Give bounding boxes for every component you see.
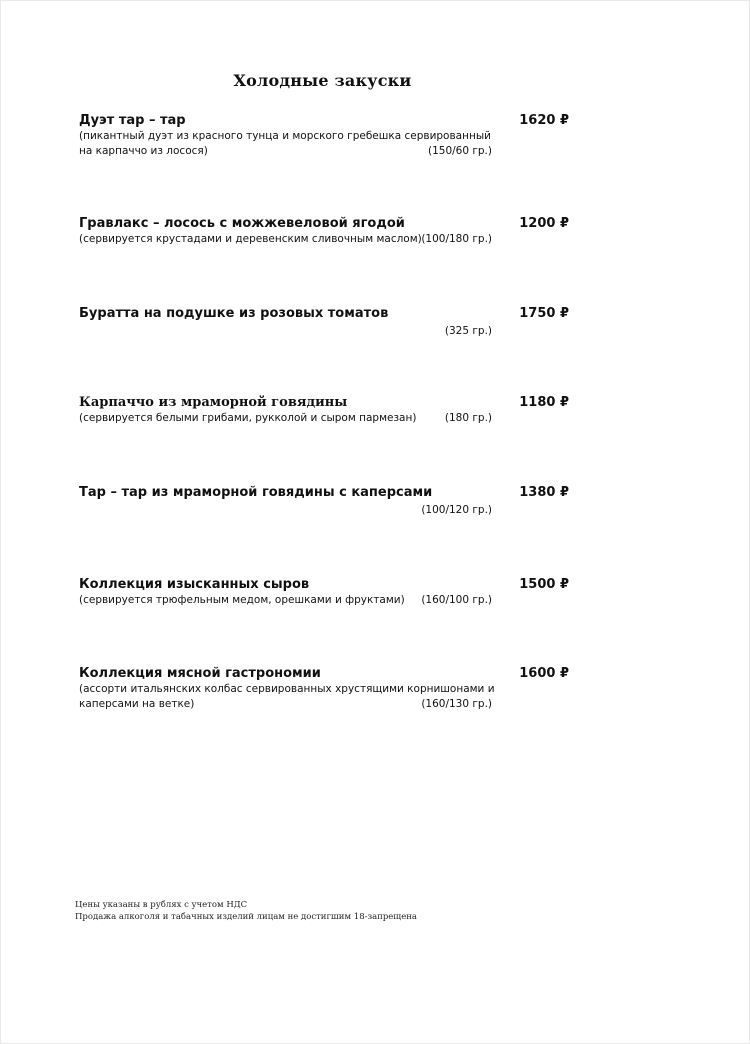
item-name: Коллекция изысканных сыров [79, 577, 310, 592]
item-name: Гравлакс – лосось с можжевеловой ягодой [79, 216, 405, 231]
menu-item [79, 666, 569, 712]
item-description-row: (сервируется белыми грибами, рукколой и сыром пармезан) (180 гр.) [79, 412, 492, 424]
item-name: Буратта на подушке из розовых томатов [79, 306, 389, 321]
item-description-row: (сервируется трюфельным медом, орешками и фруктами) (160/100 гр.) [79, 594, 492, 606]
item-weight: (150/60 гр.) [428, 145, 492, 157]
item-weight: (180 гр.) [444, 412, 492, 424]
item-description: (ассорти итальянских колбас сервированных хрустящими корнишонами и [79, 683, 495, 695]
menu-item [79, 395, 569, 426]
item-name: Коллекция мясной гастрономии [79, 666, 321, 681]
item-weight: (100/180 гр.) [421, 233, 492, 245]
item-description-row: каперсами на ветке) (160/130 гр.) [79, 698, 492, 710]
item-weight-row [79, 503, 492, 518]
item-description-row: на карпаччо из лосося) (150/60 гр.) [79, 145, 492, 157]
menu-item [79, 485, 569, 518]
item-weight: (160/130 гр.) [421, 698, 492, 710]
item-name: Карпаччо из мраморной говядины [79, 395, 348, 410]
item-weight: (100/120 гр.) [421, 504, 492, 516]
item-price: 1180 ₽ [519, 395, 569, 410]
item-description: (пикантный дуэт из красного тунца и морского гребешка сервированный [79, 130, 491, 142]
footnote-vat: Цены указаны в рублях с учетом НДС [75, 900, 248, 910]
item-weight: (325 гр.) [444, 325, 492, 337]
item-name: Тар – тар из мраморной говядины с каперсами [79, 485, 433, 500]
item-weight-row [79, 324, 492, 339]
page-title: Холодные закуски [233, 71, 412, 90]
item-weight: (160/100 гр.) [421, 594, 492, 606]
footnote-age-restriction: Продажа алкоголя и табачных изделий лицам не достигшим 18-запрещена [75, 912, 417, 922]
item-price: 1620 ₽ [519, 113, 569, 128]
item-name: Дуэт тар – тар [79, 113, 186, 128]
item-price: 1750 ₽ [519, 306, 569, 321]
item-price: 1500 ₽ [519, 577, 569, 592]
item-price: 1200 ₽ [519, 216, 569, 231]
menu-item [79, 216, 569, 247]
item-description-row: (сервируется крустадами и деревенским сливочным маслом) (100/180 гр.) [79, 233, 492, 245]
footnote [75, 899, 417, 923]
item-price: 1380 ₽ [519, 485, 569, 500]
menu-item [79, 577, 569, 608]
item-price: 1600 ₽ [519, 666, 569, 681]
menu-item [79, 113, 569, 159]
menu-item [79, 306, 569, 339]
